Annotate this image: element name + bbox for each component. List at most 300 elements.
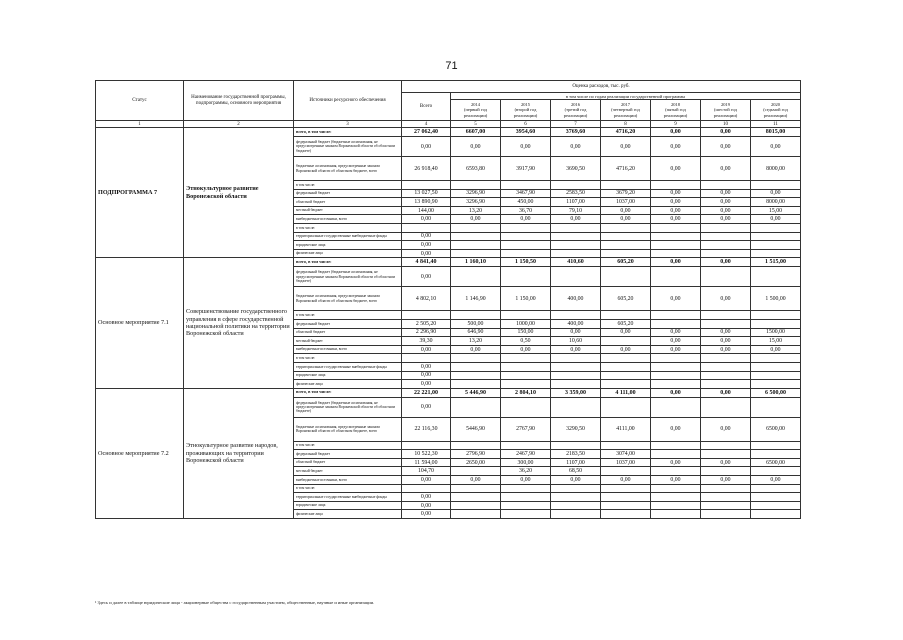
value-year <box>551 501 601 510</box>
value-year <box>651 267 701 287</box>
value-year: 0,00 <box>701 417 751 441</box>
value-year: 6593,80 <box>451 157 501 181</box>
value-total: 0,00 <box>402 501 451 510</box>
value-year <box>551 181 601 190</box>
value-year: 3296,90 <box>451 189 501 198</box>
value-year: 300,00 <box>501 458 551 467</box>
value-year <box>551 249 601 258</box>
value-year: 8000,00 <box>751 157 801 181</box>
value-year <box>651 501 701 510</box>
funding-source: местный бюджет <box>294 206 402 215</box>
value-year: 3290,50 <box>551 417 601 441</box>
value-year: 0,00 <box>651 258 701 267</box>
value-year <box>751 311 801 320</box>
value-year <box>451 241 501 250</box>
funding-source: внебюджетные источники, всего <box>294 476 402 485</box>
header-year-label: (шестой год реализации) <box>713 107 738 118</box>
value-total <box>402 181 451 190</box>
value-year <box>701 241 751 250</box>
value-year: 0,00 <box>451 345 501 354</box>
value-year <box>751 223 801 232</box>
value-year <box>751 397 801 417</box>
value-year: 0,00 <box>601 476 651 485</box>
value-year <box>551 493 601 502</box>
value-total <box>402 354 451 363</box>
value-year <box>651 441 701 450</box>
value-year <box>651 493 701 502</box>
value-year: 0,00 <box>651 458 701 467</box>
value-year <box>501 181 551 190</box>
value-year <box>501 441 551 450</box>
value-year <box>501 267 551 287</box>
header-year-2014 <box>451 100 501 121</box>
value-year <box>551 267 601 287</box>
column-number: 7 <box>551 121 601 128</box>
value-year: 605,20 <box>601 319 651 328</box>
column-number: 11 <box>751 121 801 128</box>
funding-source: федеральный бюджет <box>294 189 402 198</box>
value-total: 2 296,90 <box>402 328 451 337</box>
value-year: 1 160,10 <box>451 258 501 267</box>
funding-source: внебюджетные источники, всего <box>294 345 402 354</box>
value-year <box>701 267 751 287</box>
value-year: 36,20 <box>501 467 551 476</box>
value-year <box>601 493 651 502</box>
header-year-2015 <box>501 100 551 121</box>
value-year <box>651 362 701 371</box>
value-year <box>651 467 701 476</box>
value-total: 0,00 <box>402 137 451 157</box>
column-number: 2 <box>184 121 294 128</box>
value-year: 0,00 <box>701 258 751 267</box>
value-year <box>451 249 501 258</box>
value-year: 3954,60 <box>501 128 551 137</box>
value-year <box>501 311 551 320</box>
value-year: 3679,20 <box>601 189 651 198</box>
value-year <box>551 510 601 519</box>
value-year: 0,00 <box>751 476 801 485</box>
value-year <box>651 484 701 493</box>
value-year <box>601 510 651 519</box>
value-year <box>751 493 801 502</box>
table-header <box>96 81 801 128</box>
funding-source: бюджетные ассигнования, предусмотренные законом Воронежской области об областном бюджете, всего <box>294 287 402 311</box>
value-year: 3074,00 <box>601 450 651 459</box>
value-year <box>701 484 751 493</box>
funding-source: юридические лица <box>294 241 402 250</box>
column-number: 6 <box>501 121 551 128</box>
value-year <box>751 484 801 493</box>
value-year: 0,00 <box>551 137 601 157</box>
value-year: 0,00 <box>701 458 751 467</box>
value-year: 3467,90 <box>501 189 551 198</box>
value-year: 0,00 <box>651 388 701 397</box>
header-year-number: 2019 <box>721 101 730 107</box>
header-year-2020 <box>751 100 801 121</box>
value-year: 0,00 <box>701 137 751 157</box>
value-year: 68,50 <box>551 467 601 476</box>
funding-source: бюджетные ассигнования, предусмотренные законом Воронежской области об областном бюджете, всего <box>294 417 402 441</box>
value-total: 0,00 <box>402 362 451 371</box>
value-year <box>701 311 751 320</box>
value-year: 0,00 <box>651 337 701 346</box>
value-year: 5 446,90 <box>451 388 501 397</box>
header-year-2016 <box>551 100 601 121</box>
value-year: 6 500,00 <box>751 388 801 397</box>
value-year <box>551 380 601 389</box>
value-year: 0,50 <box>501 337 551 346</box>
funding-source: территориальные государственные внебюджетные фонды <box>294 493 402 502</box>
section-name: Этнокультурное развитие Воронежской области <box>184 128 294 258</box>
section-name: Совершенствование государственного управления в сфере государственной национальной политики на территории Воронежской области <box>184 258 294 388</box>
value-year: 3296,90 <box>451 198 501 207</box>
value-year: 0,00 <box>701 388 751 397</box>
value-year <box>501 380 551 389</box>
header-status: Статус <box>96 81 184 121</box>
value-year <box>751 450 801 459</box>
header-total: Всего <box>402 93 451 121</box>
funding-source: областной бюджет <box>294 198 402 207</box>
value-total: 13 890,90 <box>402 198 451 207</box>
value-year: 0,00 <box>651 215 701 224</box>
header-year-2019 <box>701 100 751 121</box>
value-total: 0,00 <box>402 510 451 519</box>
value-year: 15,00 <box>751 206 801 215</box>
value-year: 2 804,10 <box>501 388 551 397</box>
value-year <box>751 371 801 380</box>
funding-source: областной бюджет <box>294 458 402 467</box>
header-source: Источники ресурсного обеспечения <box>294 81 402 121</box>
value-year <box>751 181 801 190</box>
value-year <box>501 249 551 258</box>
funding-source: всего, в том числе: <box>294 128 402 137</box>
value-total: 0,00 <box>402 476 451 485</box>
value-year <box>651 354 701 363</box>
value-year <box>701 510 751 519</box>
funding-source: областной бюджет <box>294 328 402 337</box>
column-number: 10 <box>701 121 751 128</box>
value-year <box>451 467 501 476</box>
value-year: 0,00 <box>701 215 751 224</box>
value-year <box>751 241 801 250</box>
value-year: 8000,00 <box>751 198 801 207</box>
value-year: 0,00 <box>601 206 651 215</box>
value-year: 0,00 <box>701 198 751 207</box>
value-year <box>701 501 751 510</box>
header-program-name: Наименование государственной программы, подпрограммы, основного мероприятия <box>184 81 294 121</box>
funding-source: юридические лица <box>294 501 402 510</box>
value-total: 11 594,00 <box>402 458 451 467</box>
value-year <box>451 380 501 389</box>
table-row <box>96 128 801 137</box>
value-year: 0,00 <box>701 345 751 354</box>
value-year: 13,20 <box>451 206 501 215</box>
value-year <box>501 510 551 519</box>
column-number: 1 <box>96 121 184 128</box>
value-year <box>701 441 751 450</box>
value-year <box>601 337 651 346</box>
value-year <box>751 232 801 241</box>
value-year: 2796,90 <box>451 450 501 459</box>
value-year <box>551 241 601 250</box>
value-year: 0,00 <box>651 345 701 354</box>
value-year <box>551 397 601 417</box>
value-year <box>451 354 501 363</box>
value-year: 0,00 <box>651 206 701 215</box>
funding-source: федеральный бюджет <box>294 450 402 459</box>
header-year-label: (второй год реализации) <box>513 107 538 118</box>
value-year: 6500,00 <box>751 458 801 467</box>
value-year: 0,00 <box>501 345 551 354</box>
table-row <box>96 258 801 267</box>
value-year <box>751 380 801 389</box>
header-year-number: 2017 <box>621 101 630 107</box>
funding-source: в том числе: <box>294 311 402 320</box>
funding-source: физические лица <box>294 249 402 258</box>
value-total: 22 221,00 <box>402 388 451 397</box>
header-year-number: 2015 <box>521 101 530 107</box>
value-year <box>501 371 551 380</box>
value-year: 4716,20 <box>601 157 651 181</box>
value-year: 500,00 <box>451 319 501 328</box>
value-year <box>651 249 701 258</box>
value-year <box>451 362 501 371</box>
section-status: Основное мероприятие 7.2 <box>96 388 184 518</box>
funding-source: бюджетные ассигнования, предусмотренные законом Воронежской области об областном бюджете, всего <box>294 157 402 181</box>
value-total: 0,00 <box>402 345 451 354</box>
value-total: 0,00 <box>402 371 451 380</box>
value-year: 0,00 <box>701 189 751 198</box>
value-total: 39,30 <box>402 337 451 346</box>
value-year <box>701 397 751 417</box>
funding-source: внебюджетные источники, всего <box>294 215 402 224</box>
value-year: 0,00 <box>651 128 701 137</box>
value-year: 0,00 <box>451 137 501 157</box>
section-status: ПОДПРОГРАММА 7 <box>96 128 184 258</box>
header-estimate: Оценка расходов, тыс. руб. <box>402 81 801 93</box>
value-year: 1107,00 <box>551 458 601 467</box>
value-year: 0,00 <box>551 215 601 224</box>
value-year: 4 111,00 <box>601 388 651 397</box>
value-year <box>501 397 551 417</box>
value-year <box>551 223 601 232</box>
value-year: 3917,90 <box>501 157 551 181</box>
value-year <box>651 397 701 417</box>
value-year <box>601 371 651 380</box>
value-year: 150,00 <box>501 328 551 337</box>
value-year <box>601 467 651 476</box>
value-year: 410,60 <box>551 258 601 267</box>
section-name: Этнокультурное развитие народов, проживающих на территории Воронежской области <box>184 388 294 518</box>
value-year: 0,00 <box>701 476 751 485</box>
value-year: 6607,00 <box>451 128 501 137</box>
value-year: 0,00 <box>651 476 701 485</box>
header-year-number: 2020 <box>771 101 780 107</box>
value-total: 26 918,40 <box>402 157 451 181</box>
value-year <box>701 232 751 241</box>
value-year: 2467,90 <box>501 450 551 459</box>
value-year <box>501 362 551 371</box>
value-year <box>651 380 701 389</box>
value-year <box>551 441 601 450</box>
value-year <box>651 510 701 519</box>
value-year <box>601 501 651 510</box>
value-year <box>701 362 751 371</box>
value-year <box>501 354 551 363</box>
value-total: 0,00 <box>402 241 451 250</box>
value-year: 8015,00 <box>751 128 801 137</box>
value-year: 1037,00 <box>601 198 651 207</box>
value-total <box>402 484 451 493</box>
value-total: 22 116,30 <box>402 417 451 441</box>
value-year: 0,00 <box>601 345 651 354</box>
value-year <box>751 249 801 258</box>
value-year <box>501 232 551 241</box>
header-year-label: (первый год реализации) <box>463 107 488 118</box>
column-number: 4 <box>402 121 451 128</box>
value-year <box>451 181 501 190</box>
value-year <box>701 493 751 502</box>
column-number: 8 <box>601 121 651 128</box>
value-year: 2767,90 <box>501 417 551 441</box>
value-year <box>651 319 701 328</box>
value-total: 10 522,30 <box>402 450 451 459</box>
value-year <box>701 354 751 363</box>
header-year-2018 <box>651 100 701 121</box>
funding-source: федеральный бюджет (бюджетные ассигнования, не предусмотренные законом Воронежской области об областном бюджете) <box>294 397 402 417</box>
value-year: 0,00 <box>751 345 801 354</box>
value-year: 646,90 <box>451 328 501 337</box>
header-year-label: (четвертый год реализации) <box>611 107 640 118</box>
value-year <box>651 181 701 190</box>
value-year: 1500,00 <box>751 328 801 337</box>
value-year <box>751 319 801 328</box>
header-year-number: 2016 <box>571 101 580 107</box>
value-year <box>501 223 551 232</box>
table-body <box>96 128 801 519</box>
value-total: 0,00 <box>402 232 451 241</box>
value-year <box>601 241 651 250</box>
value-year <box>701 181 751 190</box>
value-year: 0,00 <box>451 215 501 224</box>
value-year: 1 500,00 <box>751 287 801 311</box>
value-year: 1000,00 <box>501 319 551 328</box>
value-year <box>451 371 501 380</box>
value-year: 4716,20 <box>601 128 651 137</box>
value-year <box>751 362 801 371</box>
section-status: Основное мероприятие 7.1 <box>96 258 184 388</box>
value-year <box>601 232 651 241</box>
funding-source: федеральный бюджет (бюджетные ассигнования, не предусмотренные законом Воронежской области об областном бюджете) <box>294 137 402 157</box>
value-total: 27 062,40 <box>402 128 451 137</box>
value-year: 0,00 <box>601 137 651 157</box>
value-year <box>451 397 501 417</box>
value-year <box>751 510 801 519</box>
value-total: 0,00 <box>402 380 451 389</box>
value-year: 0,00 <box>601 215 651 224</box>
value-year: 3769,60 <box>551 128 601 137</box>
value-year: 36,70 <box>501 206 551 215</box>
value-year <box>451 493 501 502</box>
funding-source: в том числе: <box>294 441 402 450</box>
value-year <box>601 380 651 389</box>
value-year <box>701 223 751 232</box>
value-year: 6500,00 <box>751 417 801 441</box>
funding-source: в том числе: <box>294 354 402 363</box>
value-total: 0,00 <box>402 493 451 502</box>
funding-source: в том числе: <box>294 484 402 493</box>
expenditure-table <box>95 80 801 519</box>
value-year: 400,00 <box>551 287 601 311</box>
value-year <box>451 232 501 241</box>
value-total <box>402 311 451 320</box>
value-year <box>501 493 551 502</box>
value-year <box>601 362 651 371</box>
value-year: 605,20 <box>601 287 651 311</box>
funding-source: юридические лица <box>294 371 402 380</box>
value-year <box>451 510 501 519</box>
value-year <box>551 311 601 320</box>
value-year: 0,00 <box>701 337 751 346</box>
funding-source: федеральный бюджет <box>294 319 402 328</box>
value-year: 3 359,00 <box>551 388 601 397</box>
value-year <box>451 501 501 510</box>
value-year <box>751 354 801 363</box>
funding-source: всего, в том числе: <box>294 388 402 397</box>
value-year: 450,00 <box>501 198 551 207</box>
value-year <box>701 319 751 328</box>
value-year <box>551 371 601 380</box>
value-year <box>501 484 551 493</box>
value-year: 0,00 <box>751 189 801 198</box>
value-year: 0,00 <box>701 128 751 137</box>
value-year: 0,00 <box>651 287 701 311</box>
header-year-label: (седьмой год реализации) <box>763 107 788 118</box>
funding-source: федеральный бюджет (бюджетные ассигнования, не предусмотренные законом Воронежской области об областном бюджете) <box>294 267 402 287</box>
value-year: 0,00 <box>601 328 651 337</box>
value-year: 0,00 <box>551 345 601 354</box>
funding-source: всего, в том числе: <box>294 258 402 267</box>
value-year: 0,00 <box>701 157 751 181</box>
value-year: 0,00 <box>651 189 701 198</box>
header-year-number: 2018 <box>671 101 680 107</box>
value-year: 1 150,50 <box>501 258 551 267</box>
value-year: 10,60 <box>551 337 601 346</box>
value-year: 0,00 <box>501 476 551 485</box>
value-total: 2 505,20 <box>402 319 451 328</box>
value-year: 0,00 <box>701 206 751 215</box>
value-year <box>701 380 751 389</box>
value-total: 4 841,40 <box>402 258 451 267</box>
value-total: 0,00 <box>402 249 451 258</box>
header-year-label: (третий год реализации) <box>563 107 588 118</box>
value-year: 5446,90 <box>451 417 501 441</box>
value-year: 1107,00 <box>551 198 601 207</box>
value-year <box>601 354 651 363</box>
value-year <box>601 249 651 258</box>
value-total: 0,00 <box>402 267 451 287</box>
value-year: 0,00 <box>451 476 501 485</box>
value-total <box>402 223 451 232</box>
value-total: 0,00 <box>402 397 451 417</box>
value-year <box>451 484 501 493</box>
value-year: 0,00 <box>651 157 701 181</box>
header-year-number: 2014 <box>471 101 480 107</box>
value-year: 1 150,00 <box>501 287 551 311</box>
value-year <box>551 232 601 241</box>
funding-source: физические лица <box>294 380 402 389</box>
value-year <box>651 232 701 241</box>
